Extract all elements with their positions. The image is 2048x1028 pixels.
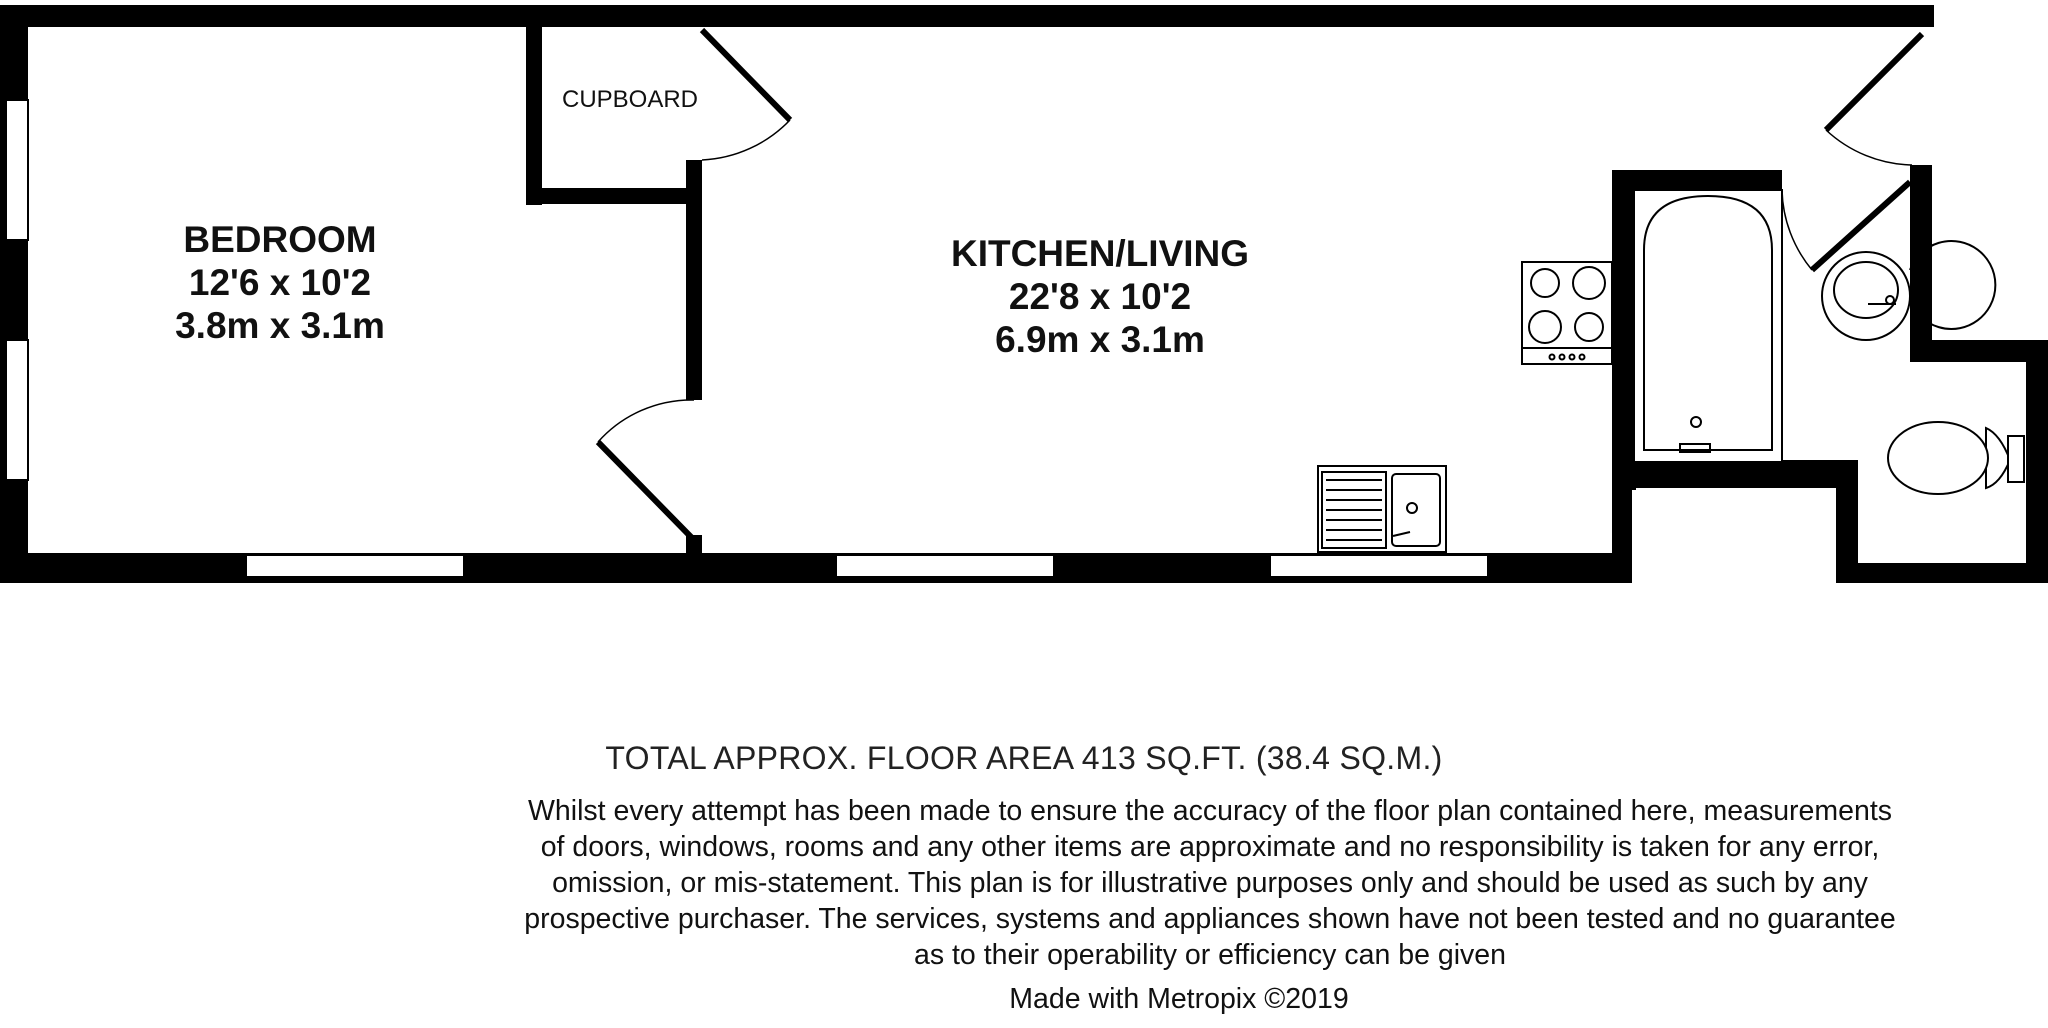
credit-text: Made with Metropix ©2019: [1009, 983, 1349, 1015]
bathtub: [1634, 190, 1782, 462]
kitchen-living-size-metric: 6.9m x 3.1m: [995, 319, 1205, 360]
toilet: [1888, 422, 2024, 494]
bedroom-label: [130, 218, 430, 347]
disclaimer-line: Whilst every attempt has been made to ensure the accuracy of the floor plan contained here, measurements: [528, 795, 1892, 827]
kitchen-living-label: [900, 232, 1300, 361]
cupboard-label: CUPBOARD: [561, 86, 699, 113]
disclaimer-line: omission, or mis-statement. This plan is for illustrative purposes only and should be used as such by any: [552, 867, 1868, 899]
wash-basin: [1822, 241, 1995, 340]
kitchen-living-size-imperial: 22'8 x 10'2: [1008, 276, 1192, 317]
hob: [1522, 262, 1612, 364]
disclaimer-line: of doors, windows, rooms and any other items are approximate and no responsibility is taken for any error,: [540, 831, 1880, 863]
kitchen-living-name: KITCHEN/LIVING: [950, 233, 1250, 274]
disclaimer-line: prospective purchaser. The services, systems and appliances shown have not been tested and no guarantee: [524, 903, 1896, 935]
total-floor-area: TOTAL APPROX. FLOOR AREA 413 SQ.FT. (38.4 SQ.M.): [605, 740, 1443, 776]
bedroom-size-metric: 3.8m x 3.1m: [175, 305, 385, 346]
disclaimer-line: as to their operability or efficiency can be given: [914, 939, 1506, 971]
bedroom-name: BEDROOM: [183, 219, 377, 260]
disclaimer: [390, 793, 2030, 973]
kitchen-sink: [1318, 466, 1446, 552]
bedroom-size-imperial: 12'6 x 10'2: [188, 262, 372, 303]
bottom-windows: [246, 555, 1488, 577]
